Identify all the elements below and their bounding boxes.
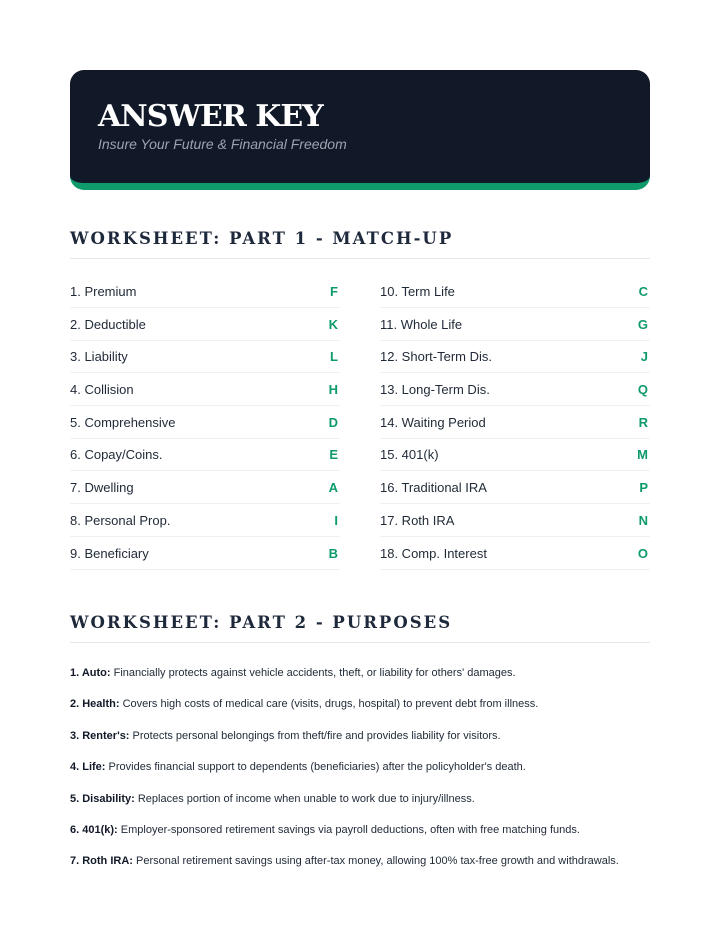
- purpose-item: [70, 792, 670, 823]
- match-term: 17. Roth IRA: [380, 512, 455, 528]
- purpose-label: 5. Disability:: [70, 792, 135, 805]
- match-answer: R: [638, 414, 648, 430]
- match-row: [70, 439, 340, 471]
- match-row: [380, 439, 650, 471]
- part1-heading: WORKSHEET: PART 1 - MATCH-UP: [70, 229, 650, 259]
- match-term: 3. Liability: [70, 349, 128, 365]
- match-term: 13. Long-Term Dis.: [380, 382, 490, 398]
- purpose-item: [70, 729, 670, 760]
- match-row: [70, 341, 340, 373]
- match-row: [380, 341, 650, 373]
- match-answer: H: [328, 382, 338, 398]
- match-row: [70, 505, 340, 537]
- purposes-list: [70, 666, 670, 886]
- match-row: [70, 309, 340, 341]
- page-title: ANSWER KEY: [98, 99, 323, 134]
- match-row: [380, 276, 650, 308]
- purpose-label: 2. Health:: [70, 698, 120, 711]
- purpose-label: 7. Roth IRA:: [70, 855, 133, 868]
- match-answer: G: [637, 316, 648, 332]
- match-term: 2. Deductible: [70, 316, 146, 332]
- match-row: [380, 472, 650, 504]
- purpose-label: 6. 401(k):: [70, 823, 118, 836]
- match-term: 4. Collision: [70, 382, 134, 398]
- match-term: 5. Comprehensive: [70, 414, 176, 430]
- match-column-left: [70, 276, 340, 570]
- purpose-label: 1. Auto:: [70, 667, 111, 679]
- match-answer: M: [637, 447, 648, 463]
- purpose-text: Replaces portion of income when unable to work due to injury/illness.: [137, 792, 475, 805]
- header-banner: [70, 70, 650, 190]
- purpose-item: [70, 760, 670, 791]
- match-answer: L: [330, 349, 338, 365]
- match-term: 9. Beneficiary: [70, 545, 149, 561]
- match-row: [380, 407, 650, 439]
- match-answer: D: [328, 414, 338, 430]
- match-answer: F: [330, 284, 338, 299]
- match-term: 7. Dwelling: [70, 480, 134, 496]
- match-answer: K: [328, 316, 338, 332]
- match-answer: N: [638, 512, 648, 528]
- purpose-text: Employer-sponsored retirement savings via payroll deductions, often with free matching funds.: [120, 823, 580, 836]
- match-row: [70, 538, 340, 570]
- match-row: [380, 309, 650, 341]
- purpose-item: [70, 823, 670, 854]
- match-row: [380, 505, 650, 537]
- match-term: 15. 401(k): [380, 447, 439, 463]
- purpose-item: [70, 697, 670, 728]
- match-row: [380, 374, 650, 406]
- match-row: [70, 374, 340, 406]
- purpose-text: Covers high costs of medical care (visits, drugs, hospital) to prevent debt from illness.: [122, 698, 539, 711]
- match-row: [70, 407, 340, 439]
- purpose-item: [70, 854, 670, 885]
- part2-heading: WORKSHEET: PART 2 - PURPOSES: [70, 613, 650, 643]
- match-column-right: [380, 276, 650, 570]
- match-term: 1. Premium: [70, 284, 137, 299]
- purpose-text: Protects personal belongings from theft/fire and provides liability for visitors.: [132, 729, 501, 742]
- match-answer: Q: [637, 382, 648, 398]
- match-answer: B: [328, 545, 338, 561]
- purpose-label: 3. Renter's:: [70, 729, 130, 742]
- match-term: 6. Copay/Coins.: [70, 447, 163, 463]
- page-subtitle: Insure Your Future & Financial Freedom: [98, 136, 347, 152]
- purpose-text: Financially protects against vehicle accidents, theft, or liability for others' damages.: [113, 667, 516, 679]
- purpose-label: 4. Life:: [70, 761, 106, 774]
- match-row: [70, 276, 340, 308]
- match-answer: O: [637, 545, 648, 561]
- match-term: 14. Waiting Period: [380, 414, 486, 430]
- match-term: 8. Personal Prop.: [70, 512, 171, 528]
- match-term: 16. Traditional IRA: [380, 480, 487, 496]
- match-answer: I: [334, 512, 338, 528]
- match-row: [70, 472, 340, 504]
- match-term: 10. Term Life: [380, 284, 455, 299]
- purpose-text: Provides financial support to dependents (beneficiaries) after the policyholder's death.: [108, 761, 526, 774]
- match-answer: P: [639, 480, 648, 496]
- match-term: 18. Comp. Interest: [380, 545, 487, 561]
- match-answer: A: [328, 480, 338, 496]
- match-term: 11. Whole Life: [380, 316, 463, 332]
- match-answer: E: [329, 447, 338, 463]
- match-answer: J: [640, 349, 648, 365]
- match-term: 12. Short-Term Dis.: [380, 349, 492, 365]
- match-row: [380, 538, 650, 570]
- purpose-item: [70, 666, 670, 697]
- purpose-text: Personal retirement savings using after-tax money, allowing 100% tax-free growth and withdrawals.: [136, 855, 619, 868]
- match-answer: C: [638, 284, 648, 299]
